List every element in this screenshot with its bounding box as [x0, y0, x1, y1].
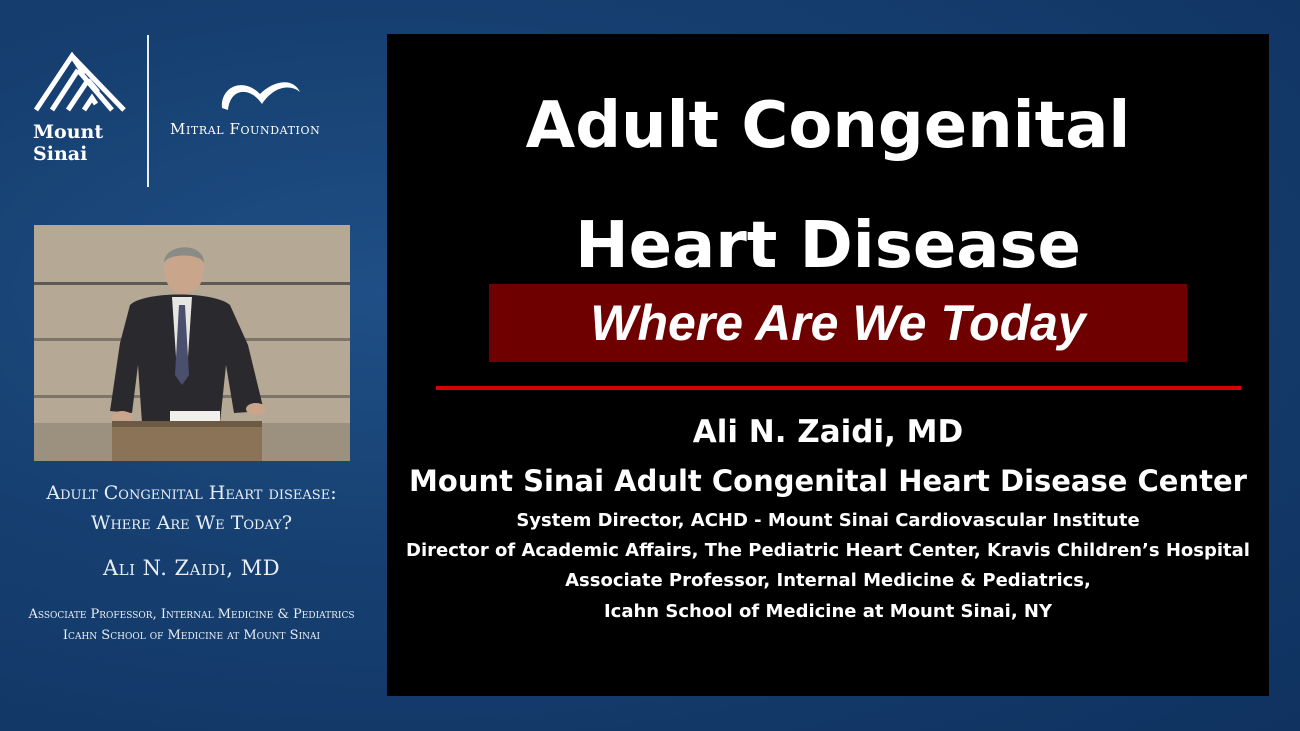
- slide-speaker-name: Ali N. Zaidi, MD: [692, 414, 964, 450]
- presentation-slide: [387, 34, 1269, 696]
- speaker-role-line1: Associate Professor, Internal Medicine & Pediatrics: [28, 607, 355, 622]
- speaker-role-line2: Icahn School of Medicine at Mount Sinai: [62, 628, 321, 643]
- lecture-title-caption: [0, 478, 383, 538]
- slide-title: [387, 66, 1269, 306]
- slide-title-line1: Adult Congenital: [525, 89, 1131, 163]
- speaker-role-caption: [0, 604, 383, 646]
- speaker-name-caption: Ali N. Zaidi, MD: [102, 556, 281, 580]
- slide-center-name: Mount Sinai Adult Congenital Heart Disease Center: [409, 464, 1247, 498]
- lecture-title-line1: Adult Congenital Heart disease:: [46, 482, 337, 504]
- slide-role-line: Associate Professor, Internal Medicine & Pediatrics,: [565, 570, 1091, 591]
- slide-role-line: Icahn School of Medicine at Mount Sinai, NY: [603, 601, 1053, 622]
- speaker-video[interactable]: [34, 225, 350, 461]
- mitral-foundation-wordmark: Mitral Foundation: [170, 120, 321, 138]
- slide-role-line: System Director, ACHD - Mount Sinai Cardiovascular Institute: [516, 510, 1140, 531]
- slide-role-line: Director of Academic Affairs, The Pediatric Heart Center, Kravis Children’s Hospital: [406, 540, 1250, 561]
- mount-sinai-logo-icon: [32, 52, 128, 112]
- slide-title-line2: Heart Disease: [575, 209, 1081, 283]
- logo-area: [30, 30, 360, 190]
- logo-divider: [147, 35, 149, 187]
- speaker-video-frame: [34, 225, 350, 461]
- lecture-title-line2: Where Are We Today?: [90, 512, 293, 534]
- slide-subtitle-banner: Where Are We Today: [489, 284, 1187, 362]
- mount-sinai-wordmark-line2: Sinai: [33, 143, 88, 165]
- mitral-foundation-logo-icon: [216, 74, 304, 114]
- mount-sinai-wordmark-line1: Mount: [33, 121, 104, 143]
- slide-divider-rule: [436, 386, 1241, 390]
